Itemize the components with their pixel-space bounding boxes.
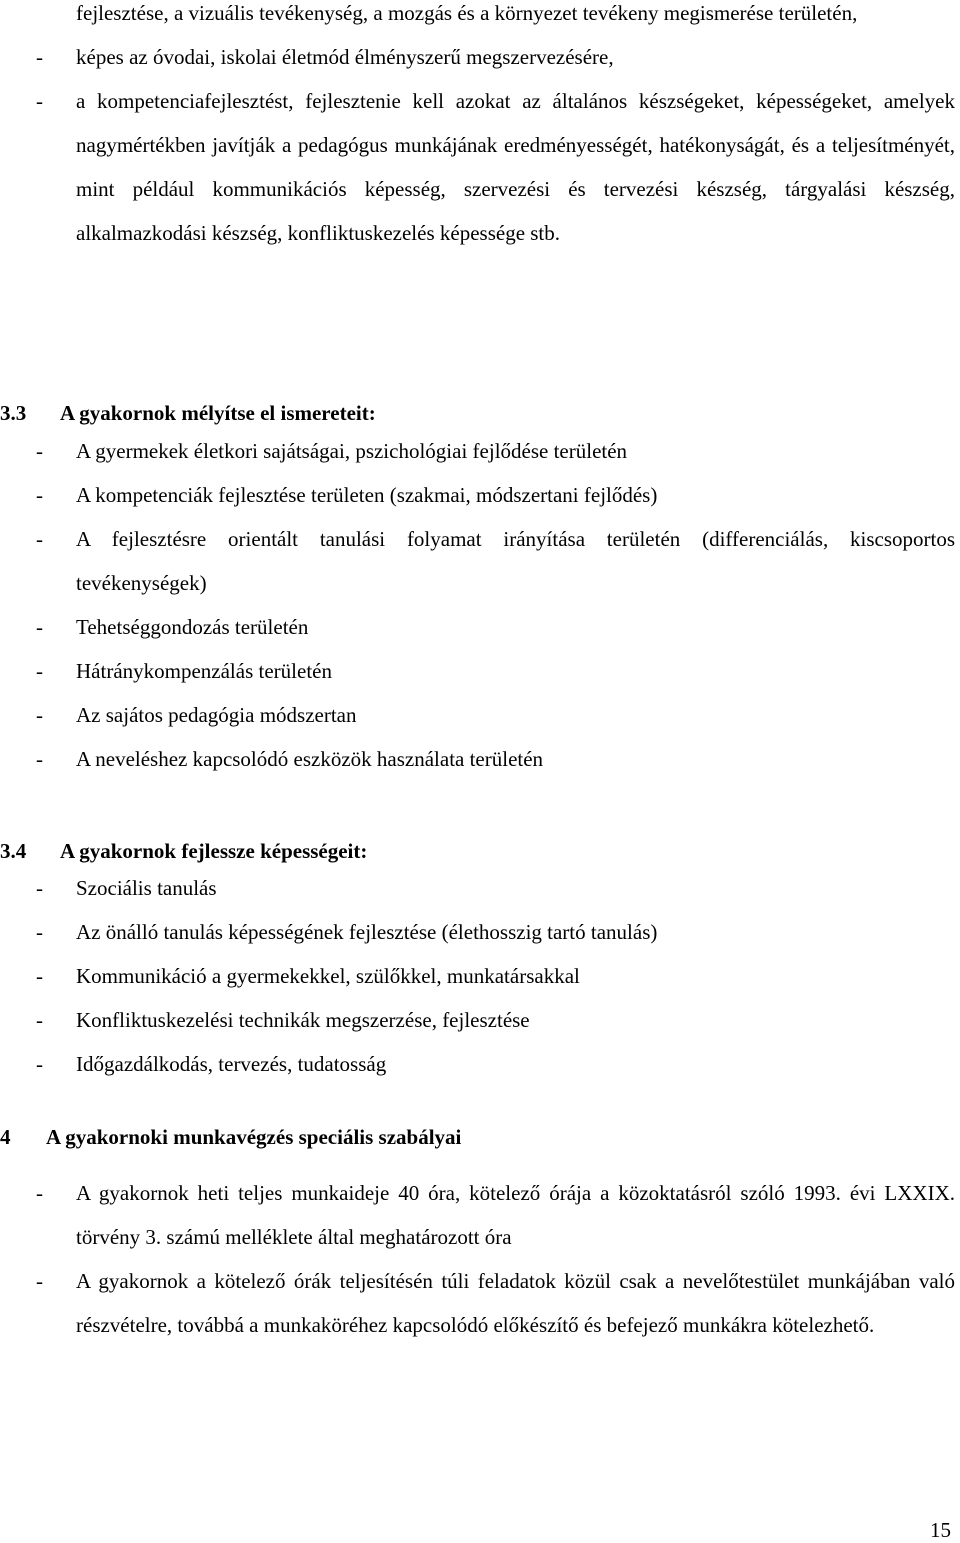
list-item-text: Szociális tanulás [76,876,217,900]
bullet-dash: - [36,747,43,771]
list-item [0,429,960,473]
list-item-text: Az önálló tanulás képességének fejlesztése (élethosszig tartó tanulás) [76,920,658,944]
intro-continuation-text: fejlesztése, a vizuális tevékenység, a mozgás és a környezet tevékeny megismerése területén, [76,1,858,25]
bullet-dash: - [36,1008,43,1032]
section-title: A gyakornok fejlessze képességeit: [60,839,368,863]
bullet-dash: - [36,876,43,900]
bullet-dash: - [36,527,43,551]
bullet-dash: - [36,483,43,507]
list-item-text: A gyakornok heti teljes munkaideje 40 óra, kötelező órája a közoktatásról szóló 1993. évi LXXIX. törvény 3. számú melléklete által meghatározott óra [76,1181,955,1249]
section-number: 4 [0,1125,11,1149]
list-item [0,517,960,605]
list-item-text: Tehetséggondozás területén [76,615,309,639]
list-item [0,1259,960,1347]
section-title: A gyakornok mélyítse el ismereteit: [60,401,376,425]
bullet-dash: - [36,920,43,944]
list-item [0,866,960,910]
list-item-text: képes az óvodai, iskolai életmód élményszerű megszervezésére, [76,45,614,69]
list-item-text: A kompetenciák fejlesztése területen (szakmai, módszertani fejlődés) [76,483,658,507]
section-number: 3.4 [0,839,27,863]
list-item-text: A gyakornok a kötelező órák teljesítésén túli feladatok közül csak a nevelőtestület munkájában való részvételre, továbbá a munkaköréhez kapcsolódó előkészítő és befejező munkákra kötelezhető. [76,1269,955,1337]
list-item-text: A neveléshez kapcsolódó eszközök használata területén [76,747,544,771]
section-3-3-list [0,429,960,781]
list-item [0,473,960,517]
list-item [0,737,960,781]
bullet-dash: - [36,89,43,113]
list-item [0,605,960,649]
list-item [0,79,960,255]
list-item-text: Konfliktuskezelési technikák megszerzése, fejlesztése [76,1008,530,1032]
intro-block [0,0,960,255]
list-item [0,35,960,79]
section-heading-4 [0,1115,960,1159]
bullet-dash: - [36,45,43,69]
bullet-dash: - [36,1181,43,1205]
list-item-text: A fejlesztésre orientált tanulási folyamat irányítása területén (differenciálás, kiscsoportos tevékenységek) [76,527,955,595]
section-title: A gyakornoki munkavégzés speciális szabályai [46,1125,462,1149]
list-item [0,998,960,1042]
list-item-text: Az sajátos pedagógia módszertan [76,703,357,727]
list-item [0,1042,960,1086]
page-number: 15 [930,1518,951,1542]
section-4-list [0,1171,960,1347]
list-item-text: Kommunikáció a gyermekekkel, szülőkkel, munkatársakkal [76,964,580,988]
list-item [0,1171,960,1259]
bullet-dash: - [36,615,43,639]
bullet-dash: - [36,964,43,988]
bullet-dash: - [36,1269,43,1293]
list-item [0,693,960,737]
list-item [0,649,960,693]
section-number: 3.3 [0,401,27,425]
list-item-text: Hátránykompenzálás területén [76,659,332,683]
bullet-dash: - [36,703,43,727]
bullet-dash: - [36,1052,43,1076]
list-item [0,954,960,998]
list-item-text: A gyermekek életkori sajátságai, pszichológiai fejlődése területén [76,439,628,463]
list-item-text: Időgazdálkodás, tervezés, tudatosság [76,1052,387,1076]
list-item [0,910,960,954]
section-3-4-list [0,866,960,1086]
list-item-text: a kompetenciafejlesztést, fejlesztenie kell azokat az általános készségeket, képességeket, amelyek nagymértékben javítják a pedagógus munkájának eredményességét, hatékonyságát, és a teljesítményét, mint például kommunikációs képesség, szervezési és tervezési készség, tárgyalási készség, alkalmazkodási készség, konfliktuskezelés képessége stb. [76,89,955,245]
bullet-dash: - [36,439,43,463]
bullet-dash: - [36,659,43,683]
